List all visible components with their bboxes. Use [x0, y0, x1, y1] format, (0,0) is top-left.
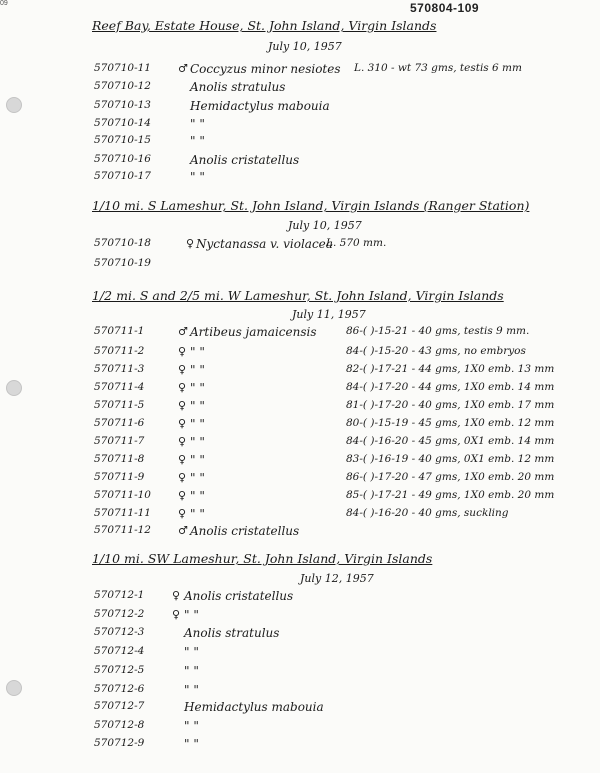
sex-symbol: ♂ — [178, 524, 188, 537]
specimen-row — [94, 471, 584, 487]
sex-symbol: ♀ — [172, 589, 181, 602]
punch-hole-middle — [6, 380, 22, 396]
measurements: 86-( )-15-21 - 40 gms, testis 9 mm. — [346, 325, 530, 337]
catalog-number: 570712-7 — [94, 700, 145, 712]
catalog-number: 570710-14 — [94, 117, 151, 129]
species-name: " " — [190, 399, 205, 413]
species-name: " " — [190, 363, 205, 377]
specimen-row — [94, 237, 584, 253]
catalog-number: 570711-10 — [94, 489, 151, 501]
catalog-number: 570711-9 — [94, 471, 145, 483]
measurements: 82-( )-17-21 - 44 gms, 1X0 emb. 13 mm — [346, 363, 555, 375]
catalog-number: 570711-3 — [94, 363, 145, 375]
specimen-row — [94, 345, 584, 361]
species-name: Hemidactylus mabouia — [184, 700, 324, 714]
species-name: " " — [190, 345, 205, 359]
measurements: 80-( )-15-19 - 45 gms, 1X0 emb. 12 mm — [346, 417, 555, 429]
catalog-number: 570710-12 — [94, 80, 151, 92]
specimen-row — [94, 417, 584, 433]
measurements: 85-( )-17-21 - 49 gms, 1X0 emb. 20 mm — [346, 489, 555, 501]
specimen-row — [94, 489, 584, 505]
catalog-number: 570711-1 — [94, 325, 145, 337]
species-name: Nyctanassa v. violacea — [196, 237, 333, 251]
catalog-number: 570710-17 — [94, 170, 151, 182]
specimen-row — [94, 117, 584, 133]
species-name: " " — [184, 645, 199, 659]
catalog-number: 570712-9 — [94, 737, 145, 749]
catalog-number: 570711-5 — [94, 399, 145, 411]
catalog-number: 570712-6 — [94, 683, 145, 695]
specimen-row — [94, 257, 584, 273]
catalog-number: 570710-11 — [94, 62, 151, 74]
catalog-number: 570710-16 — [94, 153, 151, 165]
specimen-row — [94, 737, 584, 753]
specimen-row — [94, 134, 584, 150]
specimen-row — [94, 399, 584, 415]
catalog-number: 570711-7 — [94, 435, 145, 447]
measurements: 81-( )-17-20 - 40 gms, 1X0 emb. 17 mm — [346, 399, 555, 411]
sex-symbol: ♀ — [178, 345, 187, 358]
specimen-row — [94, 524, 584, 540]
catalog-number: 570712-2 — [94, 608, 145, 620]
sex-symbol: ♂ — [178, 62, 188, 75]
sex-symbol: ♀ — [178, 435, 187, 448]
catalog-number: 570711-12 — [94, 524, 151, 536]
specimen-row — [94, 325, 584, 341]
sex-symbol: ♀ — [178, 453, 187, 466]
specimen-row — [94, 453, 584, 469]
species-name: Artibeus jamaicensis — [190, 325, 317, 339]
catalog-number: 570711-8 — [94, 453, 145, 465]
species-name: " " — [190, 471, 205, 485]
species-name: " " — [190, 489, 205, 503]
catalog-number: 570710-13 — [94, 99, 151, 111]
section-date: July 10, 1957 — [288, 219, 362, 232]
measurements: 84-( )-16-20 - 40 gms, suckling — [346, 507, 509, 519]
sex-symbol: ♀ — [178, 489, 187, 502]
species-name: Anolis cristatellus — [190, 153, 300, 167]
species-name: " " — [190, 134, 205, 148]
measurements: L. 570 mm. — [326, 237, 387, 249]
species-name: " " — [190, 117, 205, 131]
species-name: " " — [190, 435, 205, 449]
specimen-row — [94, 626, 584, 642]
punch-hole-top — [6, 97, 22, 113]
species-name: " " — [184, 719, 199, 733]
species-name: Anolis stratulus — [184, 626, 280, 640]
measurements: 83-( )-16-19 - 40 gms, 0X1 emb. 12 mm — [346, 453, 555, 465]
sex-symbol: ♀ — [186, 237, 195, 250]
page-number: 570804-109 — [410, 1, 480, 15]
sex-symbol: ♀ — [178, 507, 187, 520]
species-name: " " — [184, 737, 199, 751]
sex-symbol: ♀ — [178, 417, 187, 430]
species-name: " " — [184, 664, 199, 678]
catalog-number: 570711-4 — [94, 381, 145, 393]
catalog-number: 570711-2 — [94, 345, 145, 357]
catalog-number: 570712-8 — [94, 719, 145, 731]
species-name: Coccyzus minor nesiotes — [190, 62, 341, 76]
specimen-row — [94, 435, 584, 451]
species-name: Anolis cristatellus — [184, 589, 294, 603]
species-name: " " — [184, 608, 199, 622]
specimen-row — [94, 80, 584, 96]
specimen-row — [94, 363, 584, 379]
section-location: Reef Bay, Estate House, St. John Island, Virgin Islands — [92, 18, 437, 33]
measurements: 86-( )-17-20 - 47 gms, 1X0 emb. 20 mm — [346, 471, 555, 483]
species-name: " " — [190, 170, 205, 184]
specimen-row — [94, 99, 584, 115]
species-name: " " — [190, 417, 205, 431]
specimen-row — [94, 153, 584, 169]
catalog-number: 570711-11 — [94, 507, 151, 519]
sex-symbol: ♀ — [178, 471, 187, 484]
specimen-row — [94, 683, 584, 699]
measurements: 84-( )-17-20 - 44 gms, 1X0 emb. 14 mm — [346, 381, 555, 393]
specimen-row — [94, 170, 584, 186]
corner-mark: 09 — [0, 0, 8, 7]
catalog-number: 570710-19 — [94, 257, 151, 269]
specimen-row — [94, 608, 584, 624]
sex-symbol: ♂ — [178, 325, 188, 338]
specimen-row — [94, 645, 584, 661]
specimen-row — [94, 700, 584, 716]
sex-symbol: ♀ — [178, 381, 187, 394]
measurements: 84-( )-16-20 - 45 gms, 0X1 emb. 14 mm — [346, 435, 555, 447]
species-name: " " — [190, 453, 205, 467]
measurements: 84-( )-15-20 - 43 gms, no embryos — [346, 345, 526, 357]
punch-hole-bottom — [6, 680, 22, 696]
specimen-row — [94, 507, 584, 523]
section-date: July 10, 1957 — [268, 40, 342, 53]
section-location: 1/10 mi. SW Lameshur, St. John Island, Virgin Islands — [92, 551, 433, 566]
specimen-row — [94, 719, 584, 735]
specimen-row — [94, 589, 584, 605]
measurements: L. 310 - wt 73 gms, testis 6 mm — [354, 62, 522, 74]
section-date: July 11, 1957 — [292, 308, 366, 321]
section-date: July 12, 1957 — [300, 572, 374, 585]
species-name: " " — [190, 507, 205, 521]
catalog-number: 570711-6 — [94, 417, 145, 429]
catalog-number: 570712-5 — [94, 664, 145, 676]
section-location: 1/10 mi. S Lameshur, St. John Island, Virgin Islands (Ranger Station) — [92, 198, 530, 213]
catalog-number: 570712-4 — [94, 645, 145, 657]
species-name: " " — [184, 683, 199, 697]
species-name: Anolis cristatellus — [190, 524, 300, 538]
catalog-number: 570710-15 — [94, 134, 151, 146]
catalog-number: 570712-1 — [94, 589, 145, 601]
catalog-number: 570710-18 — [94, 237, 151, 249]
section-location: 1/2 mi. S and 2/5 mi. W Lameshur, St. John Island, Virgin Islands — [92, 288, 504, 303]
sex-symbol: ♀ — [178, 399, 187, 412]
species-name: Hemidactylus mabouia — [190, 99, 330, 113]
sex-symbol: ♀ — [172, 608, 181, 621]
specimen-row — [94, 381, 584, 397]
catalog-number: 570712-3 — [94, 626, 145, 638]
species-name: " " — [190, 381, 205, 395]
sex-symbol: ♀ — [178, 363, 187, 376]
species-name: Anolis stratulus — [190, 80, 286, 94]
specimen-row — [94, 664, 584, 680]
specimen-row — [94, 62, 584, 78]
